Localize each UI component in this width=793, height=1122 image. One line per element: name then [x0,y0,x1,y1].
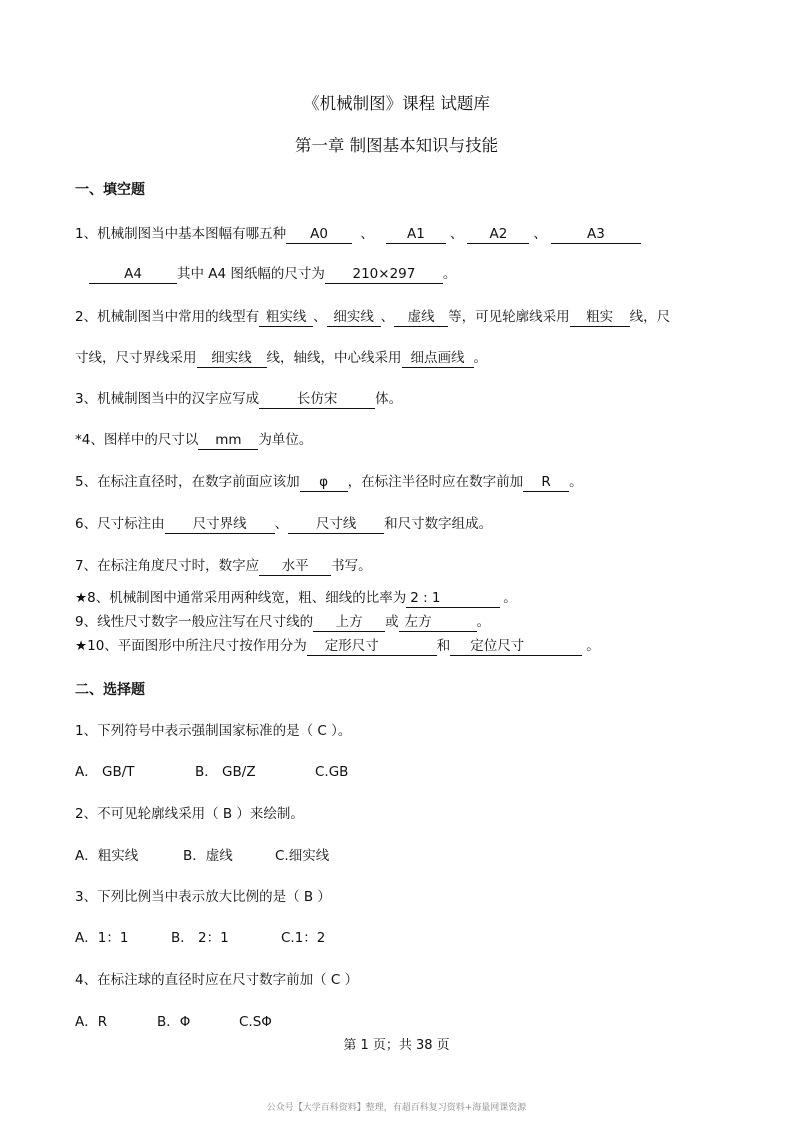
q-text: 等，可见轮廓线采用 [448,309,570,325]
question-1 [75,224,641,244]
answer-blank: A1 [386,226,446,244]
answer-blank: 粗实 [570,309,630,327]
separator: 、 [313,309,327,325]
answer-blank: A0 [286,226,352,244]
question-7 [75,556,372,576]
q-text: 6、尺寸标注由 [75,516,165,532]
option: A．1：1 [75,930,129,946]
q-text: 1、机械制图当中基本图幅有哪五种 [75,226,287,242]
q-text: 其中 A4 图纸幅的尺寸为 [177,266,325,282]
q-text: 9、线性尺寸数字一般应注写在尺寸线的 [75,614,314,630]
q-text: 7、在标注角度尺寸时，数字应 [75,558,260,574]
answer-blank: 粗实线 [259,309,313,327]
q-text: ，在标注半径时应在数字前加 [347,474,524,490]
section-heading-fill: 一、填空题 [75,182,145,198]
choice-options-3 [75,928,325,948]
choice-options-2 [75,846,329,866]
q-text: 体。 [375,391,403,407]
q-text: 为单位。 [258,432,313,448]
question-5 [75,472,583,492]
choice-question-4: 4、在标注球的直径时应在尺寸数字前加（ C ） [75,972,359,988]
option: A．R [75,1014,108,1030]
answer-blank: 2 : 1 [406,590,500,608]
answer-blank: 左方 [399,614,477,632]
question-6 [75,514,492,534]
question-9 [75,612,490,632]
separator: 、 [274,516,289,532]
answer-blank: 细实线 [327,309,381,327]
question-2-cont [75,348,487,368]
answer-blank: A4 [89,266,177,284]
answer-blank: 定形尺寸 [307,638,437,656]
choice-question-2: 2、不可见轮廓线采用（ B ）来绘制。 [75,806,304,822]
separator: 、 [360,226,374,242]
watermark: 公众号【大学百科资料】整理，有超百科复习资料+海量网课资源 [266,1103,527,1113]
chapter-title: 第一章 制图基本知识与技能 [294,136,499,155]
period: 。 [476,614,491,630]
choice-question-3: 3、下列比例当中表示放大比例的是（ B ） [75,889,331,905]
option: A． GB/T [75,764,135,780]
answer-blank: mm [198,432,258,450]
answer-blank: 长仿宋 [259,391,375,409]
separator: 、 [449,226,464,242]
answer-blank: 水平 [259,558,331,576]
option: B． GB/Z [195,764,256,780]
period: 。 [473,350,487,366]
q-text: ★8、机械制图中通常采用两种线宽，粗、细线的比率为 [75,590,407,606]
option: B． 2：1 [171,930,229,946]
answer-blank: 虚线 [394,309,448,327]
answer-blank: 尺寸线 [288,516,384,534]
option: A．粗实线 [75,848,139,864]
period: 。 [569,474,583,490]
option: C.SΦ [239,1014,272,1030]
question-2 [75,307,670,327]
q-text: 2、机械制图当中常用的线型有 [75,309,260,325]
document-title: 《机械制图》课程 试题库 [303,94,490,113]
answer-blank: 细点画线 [402,350,474,368]
option: C.GB [315,764,349,780]
option: C.1：2 [281,930,326,946]
choice-question-1: 1、下列符号中表示强制国家标准的是（ C ）。 [75,723,352,739]
choice-options-4 [75,1012,272,1032]
answer-blank: 尺寸界线 [165,516,275,534]
q-text: 或 [385,614,399,630]
answer-blank: 细实线 [197,350,267,368]
option: B．虚线 [183,848,233,864]
period: 。 [503,590,517,606]
separator: 、 [533,226,547,242]
answer-blank: 210×297 [325,266,443,284]
answer-blank: R [523,474,569,492]
q-text: 寸线，尺寸界线采用 [75,350,197,366]
answer-blank: φ [300,474,348,492]
answer-blank: A3 [551,226,641,244]
period: 。 [442,266,457,282]
q-text: 和尺寸数字组成。 [384,516,493,532]
q-text: 书写。 [331,558,372,574]
q-text: 5、在标注直径时，在数字前面应该加 [75,474,300,490]
question-3 [75,389,402,409]
answer-blank: A2 [467,226,529,244]
q-text: 和 [436,638,451,654]
q-text: 线，轴线，中心线采用 [266,350,402,366]
answer-blank: 定位尺寸 [450,638,582,656]
option: C.细实线 [275,848,330,864]
choice-options-1 [75,762,348,782]
question-8 [75,588,517,608]
q-text: 线，尺 [629,309,671,325]
question-10 [75,636,600,656]
separator: 、 [380,309,395,325]
q-text: 3、机械制图当中的汉字应写成 [75,391,260,407]
option: B．Φ [157,1014,191,1030]
q-text: *4、图样中的尺寸以 [75,432,199,448]
section-heading-choice: 二、选择题 [75,682,145,698]
question-1-cont [89,264,456,284]
answer-blank: 上方 [313,614,385,632]
period: 。 [586,638,600,654]
question-4 [75,430,312,450]
q-text: ★10、平面图形中所注尺寸按作用分为 [75,638,307,654]
page-footer: 第 1 页；共 38 页 [343,1038,450,1053]
